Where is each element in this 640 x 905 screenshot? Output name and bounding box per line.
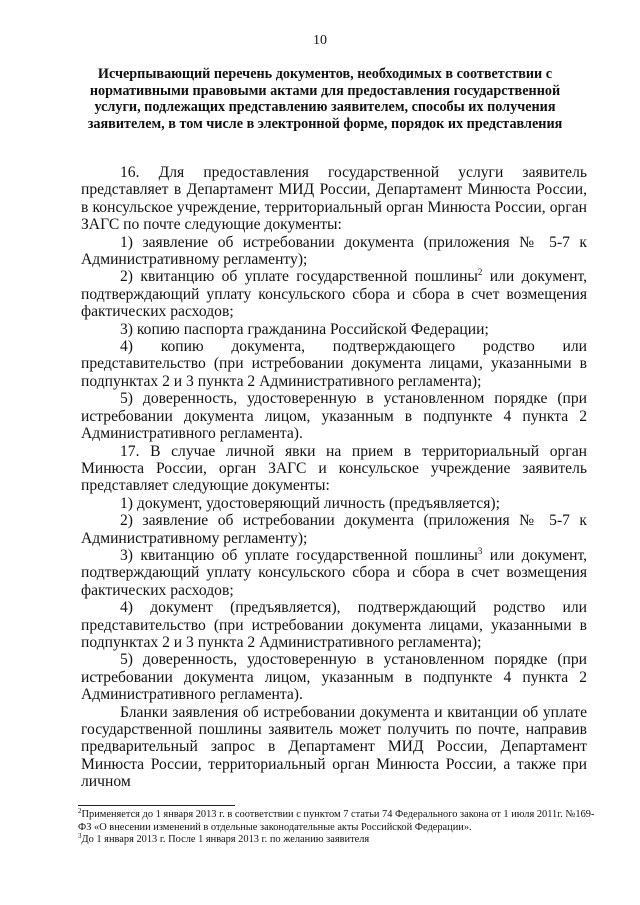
list-item-text: 3) квитанцию об уплате государственной пошлины [120, 546, 478, 564]
paragraph-16: 16. Для предоставления государственной услуги заявитель представляет в Департамент МИД России, Департамент Минюста России, в консульское учреждение, территориальный орган Минюста России, орган ЗАГС по почте следующие документы: [81, 164, 587, 234]
list-item-17-2: 2) заявление об истребовании документа (приложения № 5-7 к Административному регламенту); [81, 512, 587, 547]
list-item-16-5: 5) доверенность, удостоверенную в установленном порядке (при истребовании документа лицом, указанным в подпункте 4 пункта 2 Административного регламента). [81, 390, 587, 443]
page-number: 10 [313, 33, 327, 48]
list-item-16-4: 4) копию документа, подтверждающего родство или представительство (при истребовании документа лицами, указанными в подпунктах 2 и 3 пункта 2 Административного регламента); [81, 338, 587, 390]
footnote-mark: 2 [78, 807, 82, 815]
footnote-text: До 1 января 2013 г. После 1 января 2013 г. по желанию заявителя [81, 834, 370, 846]
paragraph-17: 17. В случае личной явки на прием в территориальный орган Минюста России, орган ЗАГС и консульское учреждение заявитель представляет следующие документы: [81, 442, 587, 495]
list-item-text: 2) квитанцию об уплате государственной пошлины [120, 268, 478, 286]
footnote-3 [78, 834, 598, 847]
footnotes [78, 809, 598, 847]
footnote-ref: 3 [477, 545, 483, 556]
list-item-17-4: 4) документ (предъявляется), подтверждающий родство или представительство (при истребовании документа лицами, указанными в подпунктах 2 и 3 пункта 2 Административного регламента); [81, 599, 587, 651]
footnote-separator [78, 805, 235, 806]
section-heading: Исчерпывающий перечень документов, необходимых в соответствии с нормативными правовыми актами для предоставления государственной услуги, подлежащих представлению заявителем, способы их получения заявителем, в том числе в электронной форме, порядок их представления [87, 66, 563, 132]
list-item-16-2 [81, 268, 587, 320]
list-item-16-3: 3) копию паспорта гражданина Российской Федерации; [120, 320, 489, 338]
footnote-ref: 2 [477, 267, 483, 278]
list-item-17-5: 5) доверенность, удостоверенную в установленном порядке (при истребовании документа лицом, указанным в подпункте 4 пункта 2 Административного регламента). [81, 651, 587, 704]
footnote-text: Применяется до 1 января 2013 г. в соответствии с пунктом 7 статьи 74 Федерального закона от 1 июля 2011г. №169-ФЗ «О внесении изменений в отдельные законодательные акты Российской Федерации». [78, 809, 595, 833]
footnote-2 [78, 809, 598, 834]
document-body [81, 164, 587, 791]
list-item-17-3 [81, 547, 587, 599]
list-item-16-1: 1) заявление об истребовании документа (приложения № 5-7 к Административному регламенту); [81, 233, 587, 269]
list-item-text: или документ, подтверждающий уплату консульского сбора и сбора в счет возмещения фактических расходов; [81, 546, 587, 599]
list-item-text: или документ, подтверждающий уплату консульского сбора и сбора в счет возмещения фактических расходов; [81, 268, 587, 321]
list-item-17-1: 1) документ, удостоверяющий личность (предъявляется); [120, 494, 500, 512]
footnote-mark: 3 [78, 832, 82, 841]
paragraph-forms: Бланки заявления об истребовании документа и квитанции об уплате государственной пошлины заявитель может получить по почте, направив предварительный запрос в Департамент МИД России, Департамент Минюста России, территориальный орган Минюста России, а также при личном [81, 703, 587, 791]
